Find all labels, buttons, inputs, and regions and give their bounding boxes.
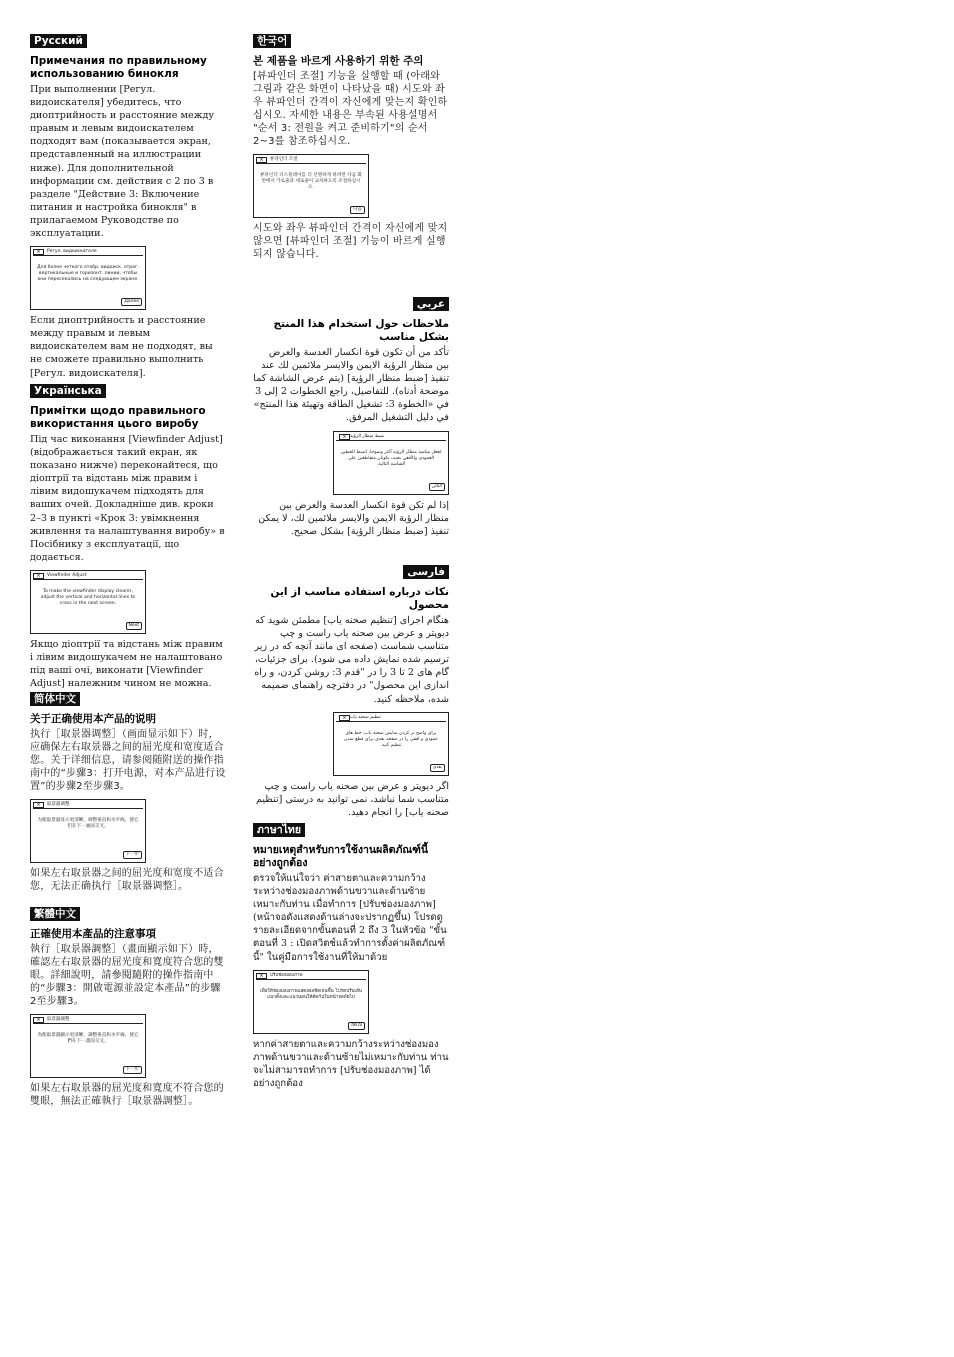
section-title: 关于正确使用本产品的说明 — [30, 713, 156, 725]
close-icon: × — [339, 434, 350, 440]
viewfinder-adjust-screen — [30, 799, 146, 863]
section-body: 執行［取景器調整］（畫面顯示如下）時，確認左右取景器的屈光度和寬度符合您的雙眼。詳細說明，請參閱隨附的操作指南中的“步驟3：開啟電源並設定本產品”的步驟2至步驟3。 — [30, 944, 224, 1007]
screen-message: برای واضح تر کردن نمایش صحنه یاب، خط های عمودی و افقی را در صفحه بعدی برای قطع شدن تنظیم کنید. — [343, 730, 439, 748]
screen-title: Регул. видоискателя — [47, 249, 97, 255]
next-button: 다음 — [350, 206, 365, 214]
viewfinder-adjust-screen — [30, 246, 146, 310]
section-body: При выполнении [Регул. видоискателя] убедитесь, что диоптрийность и расстояние между правым и левым видоискателем подходят вам (показывается экран, представленный на иллюстрации ниже). Для дополнительной информации см. действия с 2 по 3 в разделе "Действие 3: Включение питания и настройка бинокля" в прилагаемом Руководстве по эксплуатации. — [30, 84, 215, 240]
section-russian — [30, 29, 226, 380]
screen-title: ضبط منظار الرؤية — [350, 433, 385, 439]
section-note: 如果左右取景器的屈光度和寬度不符合您的雙眼，無法正確執行［取景器調整］。 — [30, 1083, 224, 1107]
screen-title: Viewfinder Adjust — [47, 572, 87, 578]
next-button: 下一步 — [123, 851, 143, 859]
screen-message: 뷰파인더 디스플레이를 더 선명하게 하려면 다음 화면에서 가로줄과 세로줄이 교차하도록 조절하십시오. — [260, 173, 362, 190]
language-label: Русский — [30, 34, 87, 48]
section-simplified-chinese — [30, 687, 226, 893]
section-body: [뷰파인더 조절] 기능을 실행할 때 (아래와 그림과 같은 화면이 나타났을 때) 시도와 좌우 뷰파인더 간격이 자신에게 맞는지 확인하십시오. 자세한 내용은 부속된 사용설명서 "순서 3: 전원을 켜고 준비하기"의 순서 2~3를 참조하십시오. — [253, 71, 448, 147]
screen-message: 為使取景器顯示更清晰，調整垂直和水平線，使它們在下一畫面交叉。 — [37, 1033, 139, 1044]
language-label: 简体中文 — [30, 692, 80, 706]
section-body: ตรวจให้แน่ใจว่า ค่าสายตาและความกว้างระหว่างช่องมองภาพด้านขวาและด้านซ้ายเหมาะกับท่าน เมื่อทำการ [ปรับช่องมองภาพ] (หน้าจอดังแสดงด้านล่างจะปรากฏขึ้น) โปรดดูรายละเอียดจากขั้นตอนที่ 2 ถึง 3 ในหัวข้อ "ขั้นตอนที่ 3 : เปิดสวิตช์แล้วทำการตั้งค่าผลิตภัณฑ์นี้" ในคู่มือการใช้งานที่ให้มาด้วย — [253, 873, 447, 963]
language-label: Українська — [30, 384, 106, 398]
screen-titlebar — [33, 249, 143, 256]
viewfinder-adjust-screen — [333, 431, 449, 495]
close-icon: × — [33, 1017, 44, 1023]
screen-title: 뷰파인더 조절 — [270, 157, 298, 162]
section-note: اگر دیوپتر و عرض بین صحنه یاب راست و چپ متناسب شما نباشد، نمی توانید به درستی [تنظیم صحنه یاب] را انجام دهید. — [255, 780, 449, 818]
screen-title: 取景器調整 — [47, 1017, 70, 1022]
section-arabic — [253, 297, 449, 538]
close-icon: × — [33, 249, 44, 255]
screen-message: Для более четкого отобр. видоиск. отрег. вертикальные и горизонт. линии, чтобы они пересекались на следующем экране. — [37, 265, 139, 283]
next-button: التالي — [429, 483, 445, 491]
section-note: إذا لم تكن قوة انكسار العدسة والعرض بين منظار الرؤية الايمن والايسر ملائمين لك، لا يمكن تنفيذ [ضبط منظار الرؤية] بشكل صحيح. — [258, 499, 449, 537]
screen-titlebar — [256, 973, 366, 980]
screen-title: تنظیم صحنه یاب — [350, 714, 381, 720]
screen-titlebar — [33, 573, 143, 580]
language-label: فارسی — [403, 565, 449, 579]
section-title: ملاحظات حول استخدام هذا المنتج بشكل مناسب — [273, 318, 449, 343]
close-icon: × — [256, 973, 267, 979]
section-note: Якщо діоптрії та відстань між правим і лівим видошукачем не налаштовано під ваші очі, виконати [Viewfinder Adjust] належним чином не можна. — [30, 638, 223, 690]
screen-titlebar — [33, 1017, 143, 1024]
screen-titlebar — [33, 802, 143, 809]
section-note: Если диоптрийность и расстояние между правым и левым видоискателем вам не подходят, вы не сможете правильно выполнить [Регул. видоискателя]. — [30, 315, 213, 379]
screen-titlebar — [336, 434, 446, 441]
screen-titlebar — [336, 715, 446, 722]
close-icon: × — [33, 573, 44, 579]
section-title: หมายเหตุสำหรับการใช้งานผลิตภัณฑ์นี้อย่างถูกต้อง — [253, 844, 429, 869]
section-note: 如果左右取景器之间的屈光度和宽度不适合您，无法正确执行［取景器调整］。 — [30, 868, 224, 892]
viewfinder-adjust-screen — [30, 570, 146, 634]
viewfinder-adjust-screen — [30, 1014, 146, 1078]
section-title: 正確使用本產品的注意事項 — [30, 928, 156, 940]
screen-titlebar — [256, 157, 366, 164]
language-label: ภาษาไทย — [253, 823, 305, 837]
close-icon: × — [33, 802, 44, 808]
screen-title: ปรับช่องมองภาพ — [270, 972, 303, 978]
section-persian — [253, 565, 449, 819]
section-thai — [253, 818, 449, 1090]
viewfinder-adjust-screen — [253, 970, 369, 1034]
language-label: عربي — [413, 297, 449, 311]
section-ukrainian — [30, 379, 226, 690]
language-label: 繁體中文 — [30, 907, 80, 921]
close-icon: × — [256, 157, 267, 163]
close-icon: × — [339, 715, 350, 721]
screen-title: 取景器调整 — [47, 802, 70, 807]
section-body: تأكد من أن تكون قوة انكسار العدسة والعرض بين منظار الرؤية الايمن والايسر ملائمين لك عند تنفيذ [ضبط منظار الرؤية] (يتم عرض الشاشة كما موضحة أدناه). للتفاصيل، راجع الخطوات 2 إلى 3 في «الخطوة 3: تشغيل الطاقة وتهيئة هذا المنتج» في دليل التشغيل المرفق. — [253, 347, 449, 424]
next-button: Next — [126, 622, 142, 630]
next-button: ถัดไป — [348, 1022, 365, 1030]
language-label: 한국어 — [253, 34, 291, 48]
screen-message: 为使取景器显示更清晰，调整垂直和水平线，使它们在下一画面交叉。 — [37, 818, 139, 829]
section-body: 执行［取景器调整］（画面显示如下）时，应确保左右取景器之间的屈光度和宽度适合您。关于详细信息，请参阅随附送的操作指南中的“步骤3：打开电源，对本产品进行设置”的步骤2至步骤3。 — [30, 729, 226, 792]
section-body: هنگام اجرای [تنظیم صحنه یاب] مطمئن شوید که دیوپتر و عرض بین صحنه یاب راست و چپ متناسب شماست (صفحه ای مانند آنچه که در زیر ترسیم شده نمایش داده می شود). برای جزئیات، گام های 2 تا 3 را در "قدم 3: روشن کردن، و راه اندازی این محصول" در دفترچه راهنمای ضمیمه شده، ملاحظه کنید. — [254, 615, 449, 705]
section-body: Під час виконання [Viewfinder Adjust] (відображається такий екран, як показано нижче) переконайтеся, що діоптрії та відстань між правим і лівим видошукачем підходять для ваших очей. Докладніше див. кроки 2–3 в пункті «Крок 3: увімкнення живлення та налаштування виробу» в Посібнику з експлуатації, що додається. — [30, 434, 225, 563]
section-note: 시도와 좌우 뷰파인더 간격이 자신에게 맞지 않으면 [뷰파인더 조절] 기능이 바르게 실행되지 않습니다. — [253, 223, 448, 260]
viewfinder-adjust-screen — [253, 154, 369, 218]
section-title: Примітки щодо правильного використання цього виробу — [30, 405, 206, 430]
section-title: نکات درباره استفاده مناسب از این محصول — [270, 586, 449, 611]
section-title: 본 제품을 바르게 사용하기 위한 주의 — [253, 55, 424, 67]
next-button: 下一步 — [123, 1066, 143, 1074]
screen-message: To make the viewfinder display clearer, adjust the vertical and horizontal lines to cross in the next screen. — [40, 588, 136, 606]
screen-message: لجعل شاشة منظار الرؤية أكثر وضوحا، اضبط الخطين العمودي والأفقي بحيث يكونان متقاطعين على الشاشة التالية. — [340, 449, 442, 467]
next-button: بعدی — [430, 764, 445, 772]
section-traditional-chinese — [30, 902, 226, 1108]
viewfinder-adjust-screen — [333, 712, 449, 776]
screen-message: เพื่อให้ช่องมองภาพแสดงผลชัดเจนขึ้น โปรดปรับเส้นแนวตั้งและแนวนอนให้ตัดกันในหน้าจอถัดไป — [260, 988, 362, 1000]
section-note: หากค่าสายตาและความกว้างระหว่างช่องมองภาพด้านขวาและด้านซ้ายไม่เหมาะกับท่าน ท่านจะไม่สามารถทำการ [ปรับช่องมองภาพ] ได้อย่างถูกต้อง — [253, 1038, 449, 1089]
section-title: Примечания по правильному использованию бинокля — [30, 55, 207, 80]
next-button: Далее — [121, 298, 142, 306]
section-korean — [253, 29, 449, 261]
